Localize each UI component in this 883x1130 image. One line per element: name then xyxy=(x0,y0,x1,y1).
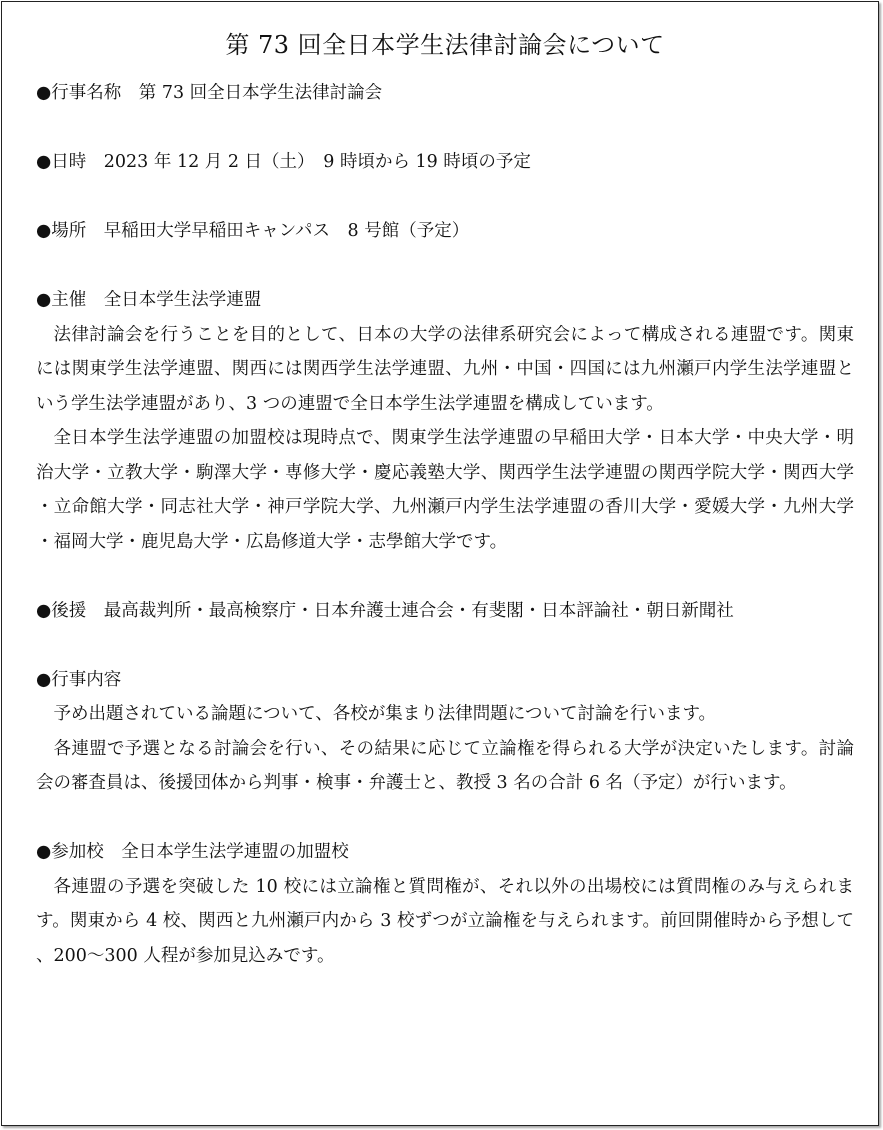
section-organizer-head xyxy=(36,283,854,318)
participants-paragraph-1: 各連盟の予選を突破した 10 校には立論権と質問権が、それ以外の出場校には質問権のみ与えられます。関東から 4 校、関西と九州瀬戸内から 3 校ずつが立論権を与えられます。前回開催時から予想して、200〜300 人程が参加見込みです。 xyxy=(36,876,854,966)
section-participants-value: 全日本学生法学連盟の加盟校 xyxy=(121,842,349,862)
section-content xyxy=(36,663,854,801)
section-venue-head xyxy=(36,214,854,249)
section-organizer xyxy=(36,283,854,559)
section-venue-value: 早稲田大学早稲田キャンパス 8 号館（予定） xyxy=(103,221,470,241)
section-venue-label: ●場所 xyxy=(36,221,87,241)
content-paragraph-2: 各連盟で予選となる討論会を行い、その結果に応じて立論権を得られる大学が決定いたします。討論会の審査員は、後援団体から判事・検事・弁護士と、教授 3 名の合計 6 名（予定）が行います。 xyxy=(36,738,854,793)
document-title: 第 73 回全日本学生法律討論会について xyxy=(225,31,665,59)
section-participants xyxy=(36,835,854,973)
section-organizer-label: ●主催 xyxy=(36,290,87,310)
section-content-label: ●行事内容 xyxy=(36,669,122,690)
section-content-head xyxy=(36,663,854,698)
section-participants-label: ●参加校 xyxy=(36,842,104,862)
section-datetime-label: ●日時 xyxy=(36,152,87,172)
section-datetime xyxy=(36,145,854,180)
section-participants-head xyxy=(36,835,854,870)
section-event-name-label: ●行事名称 xyxy=(36,83,122,103)
section-event-name xyxy=(36,76,854,111)
section-supporters-value: 最高裁判所・最高検察庁・日本弁護士連合会・有斐閣・日本評論社・朝日新聞社 xyxy=(103,600,734,621)
content-paragraph-1: 予め出題されている論題について、各校が集まり法律問題について討論を行います。 xyxy=(53,704,717,724)
organizer-paragraph-1: 法律討論会を行うことを目的として、日本の大学の法律系研究会によって構成される連盟です。関東には関東学生法学連盟、関西には関西学生法学連盟、九州・中国・四国には九州瀬戸内学生法学連盟という学生法学連盟があり、3 つの連盟で全日本学生法学連盟を構成しています。 xyxy=(36,324,854,414)
section-supporters-label: ●後援 xyxy=(36,600,87,621)
section-venue xyxy=(36,214,854,249)
section-event-name-value: 第 73 回全日本学生法律討論会 xyxy=(138,83,383,103)
section-datetime-head xyxy=(36,145,854,180)
organizer-paragraph-2: 全日本学生法学連盟の加盟校は現時点で、関東学生法学連盟の早稲田大学・日本大学・中央大学・明治大学・立教大学・駒澤大学・専修大学・慶応義塾大学、関西学生法学連盟の関西学院大学・関西大学・立命館大学・同志社大学・神戸学院大学、九州瀬戸内学生法学連盟の香川大学・愛媛大学・九州大学・福岡大学・鹿児島大学・広島修道大学・志學館大学です。 xyxy=(36,428,854,552)
section-organizer-value: 全日本学生法学連盟 xyxy=(103,290,262,310)
section-datetime-value: 2023 年 12 月 2 日（土） 9 時頃から 19 時頃の予定 xyxy=(103,152,531,172)
section-supporters xyxy=(36,594,854,629)
document-page xyxy=(36,28,854,973)
section-event-name-head xyxy=(36,76,854,111)
section-supporters-head xyxy=(36,594,854,629)
